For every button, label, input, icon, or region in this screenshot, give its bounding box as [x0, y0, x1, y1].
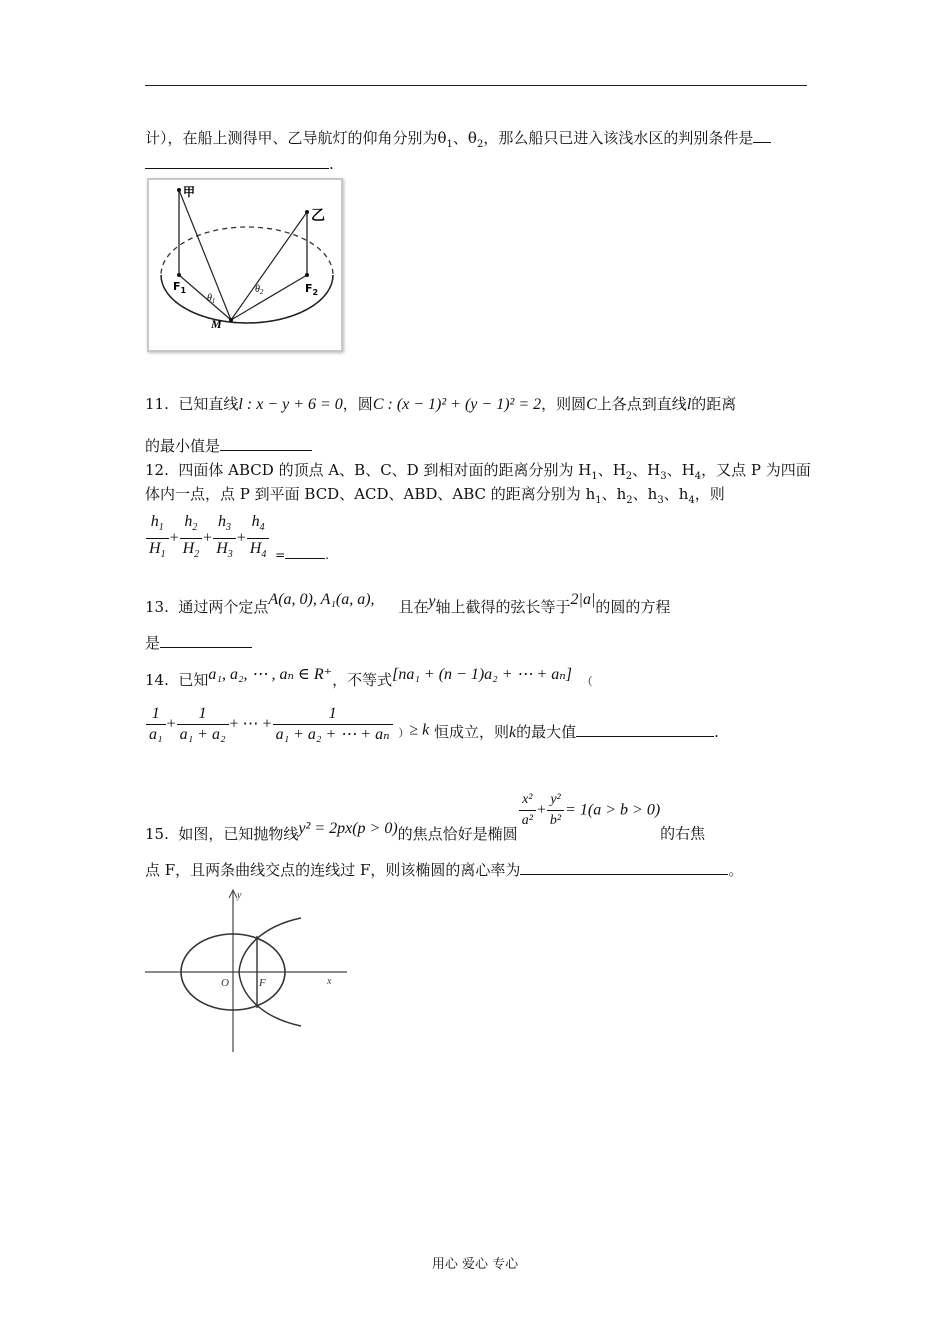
q13-text-1: 通过两个定点: [178, 598, 269, 616]
q15-line1: 15. 如图，已知抛物线y² = 2px(p > 0)的焦点恰好是椭圆 $\frac{\text{x²}}{\text{a²}}$ + $\frac{\text{y²}}{\text{b²}}$ = 1(a > b > 0)的右焦: [145, 792, 706, 843]
q15-ellipse-frac-1: [519, 790, 536, 831]
q10-sep: 、θ: [452, 129, 477, 147]
q12-f4-num: h: [251, 513, 260, 530]
q15-ellipse-frac-2: [547, 790, 564, 831]
q11-symbol-c: C: [586, 396, 597, 413]
q14-tail: [434, 723, 719, 741]
label-theta1: [207, 293, 215, 305]
q13-text-2: 且在: [398, 598, 429, 616]
q14-fraction-3: [273, 704, 393, 745]
q14-f3-num: 1: [273, 704, 393, 725]
label-theta1-sub: 1: [211, 297, 216, 305]
q12-text-3: 体内一点，点 P 到平面 BCD、ACD、ABD、ABC 的距离分别为 h: [145, 485, 596, 503]
q13-line2: [145, 633, 252, 653]
q12-f4-num-sub: 4: [259, 522, 265, 534]
q12-fraction-sum: [145, 512, 329, 568]
q11-line1: [145, 394, 736, 415]
q14-text-4: 的最大值: [516, 722, 577, 741]
q12-equals: =: [275, 547, 286, 562]
q11-circle-equation: C : (x − 1)² + (y − 1)² = 2: [372, 396, 542, 413]
label-theta2: [255, 284, 264, 296]
ship-figure-svg: [149, 180, 341, 350]
label-y: y: [237, 890, 242, 901]
q12-H3-sub: 3: [660, 471, 667, 482]
q13-answer-blank[interactable]: [160, 633, 252, 648]
q13-symbol-y: y: [428, 593, 436, 610]
label-m: M: [211, 317, 222, 331]
q12-f4-den: H: [249, 540, 262, 558]
q11-text-5: 的距离: [691, 395, 737, 413]
q15-text-4: 点 F，且两条曲线交点的连线过 F，则该椭圆的离心率为: [145, 861, 521, 879]
q13-line1: [145, 591, 671, 618]
q13-chord-length: 2|a|: [570, 591, 596, 608]
q11-text-3: ，则圆: [541, 395, 587, 413]
q14-line2: $\frac{1}{\text{a₁}}$ + $\frac{1}{\text{a₁ + a₂}}$ + ⋯ + $\frac{1}{\text{a₁ + a₂ + ⋯ + aₙ}}$ $_)$≥ k 恒成立，则k的最大值 .: [145, 704, 719, 747]
q14-text-2: ，不等式: [332, 671, 393, 689]
q14-set: a₁, a₂, ⋯ , aₙ ∈ R⁺: [208, 666, 333, 683]
q13-text-4: 的圆的方程: [595, 598, 671, 616]
q14-f1-num: 1: [146, 704, 166, 725]
q13-number: 13.: [145, 598, 169, 616]
q12-f3-den-sub: 3: [227, 549, 233, 561]
q12-f2-num: h: [184, 513, 193, 530]
q12-H1-sub: 1: [591, 471, 598, 482]
q14-fraction-2: [177, 704, 229, 745]
q12-h2-sub: 2: [626, 495, 633, 506]
q14-text-1: 已知: [178, 671, 209, 689]
line-f2-m: [231, 275, 307, 320]
q15-start: [145, 819, 518, 843]
q12-text-4: ，则: [694, 485, 725, 503]
q12-f3-den: H: [216, 540, 228, 558]
q14-f3-den: a₁ + a₂ + ⋯ + aₙ: [275, 726, 390, 743]
q10-theta-sub1: 1: [446, 139, 453, 150]
label-f: F: [259, 977, 266, 989]
sightline-jia: [179, 190, 231, 320]
q10-theta-sub2: 2: [476, 139, 484, 150]
q12-fraction-2: [180, 512, 203, 565]
q15-line2: [145, 860, 743, 880]
q11-symbol-l: l: [686, 396, 692, 413]
q10-answer-blank-a[interactable]: [753, 128, 771, 143]
q12-plus-2: +: [203, 529, 213, 547]
q12-fraction-3: [213, 512, 236, 565]
q15-parabola-equation: y² = 2px(p > 0): [298, 819, 398, 837]
q11-answer-blank[interactable]: [220, 436, 312, 451]
q12-equals-wrap: [275, 548, 329, 562]
label-theta2-main: θ: [255, 284, 260, 295]
q15-text-1: 如图，已知抛物线: [178, 824, 299, 843]
q10-answer-blank-b[interactable]: [145, 154, 329, 169]
q12-f2-num-sub: 2: [192, 522, 198, 534]
header-rule: [145, 85, 807, 86]
point-yi: [305, 210, 309, 214]
q12-h3-sub: 3: [657, 495, 664, 506]
point-f1: [177, 273, 181, 277]
q11-line-equation: l : x − y + 6 = 0: [238, 396, 343, 413]
label-f1-sub: 1: [180, 286, 187, 295]
q14-paren-open: （: [581, 675, 593, 688]
q11-text-6: 的最小值是: [145, 437, 221, 455]
q15-number: 15.: [145, 824, 169, 843]
q12-line1: 12. 四面体 ABCD 的顶点 A、B、C、D 到相对面的距离分别为 $H_1$、$H_2$、$H_3$、$H_4$，又点 P 为四面: [145, 461, 811, 482]
q12-line2: 体内一点，点 P 到平面 BCD、ACD、ABD、ABC 的距离分别为 $h_1$、$h_2$、$h_3$、$h_4$，则: [145, 485, 725, 506]
q12-h4-sub: 4: [688, 495, 695, 506]
q14-period: .: [714, 722, 719, 741]
q14-text-3: 恒成立，则: [434, 722, 510, 741]
q15-ellipse-rest: = 1(a > b > 0): [565, 801, 661, 819]
q12-text-2: ，又点 P 为四面: [701, 461, 811, 479]
page-footer: 用心 爱心 专心: [431, 1257, 519, 1272]
q13-text-5: 是: [145, 634, 161, 652]
q12-period: .: [325, 547, 330, 562]
q12-f3-num: h: [217, 513, 226, 530]
q10-line1: [145, 128, 771, 155]
q15-answer-blank[interactable]: [520, 860, 728, 875]
q14-answer-blank[interactable]: [576, 722, 714, 737]
label-o: O: [221, 977, 229, 989]
q12-f1-num-sub: 1: [158, 522, 164, 534]
q15-ell-den2: b²: [549, 813, 562, 828]
q12-fraction-1: [146, 512, 169, 565]
q12-answer-blank[interactable]: [285, 544, 325, 559]
q15-end: 。: [728, 861, 744, 879]
q14-f1-den: a₁: [149, 726, 163, 743]
line-f1-m: [179, 275, 231, 320]
q14-f2-num: 1: [177, 704, 229, 725]
point-jia: [177, 188, 181, 192]
label-theta2-sub: 2: [259, 288, 264, 296]
q12-f3-num-sub: 3: [225, 522, 231, 534]
q12-f1-den: H: [149, 540, 161, 558]
label-f2-sub: 2: [312, 288, 319, 297]
q15-ell-num1: x²: [519, 790, 536, 811]
q10-period: .: [329, 155, 334, 173]
q12-f1-num: h: [150, 513, 159, 530]
q12-plus-1: +: [169, 529, 179, 547]
q14-symbol-k: k: [509, 723, 517, 741]
q15-ell-den1: a²: [521, 813, 533, 828]
q12-f2-den-sub: 2: [194, 549, 200, 561]
label-f1-main: F: [173, 280, 181, 293]
q10-line2: [145, 154, 334, 174]
q14-geq-k: ≥ k: [409, 721, 430, 739]
q12-fraction-4: [247, 512, 270, 565]
parabola-ellipse-svg: [143, 888, 353, 1056]
q14-expression: [na₁ + (n − 1)a₂ + ⋯ + aₙ]: [392, 666, 573, 683]
ship-figure: [147, 178, 343, 352]
label-yi: 乙: [311, 208, 325, 224]
label-theta1-main: θ: [207, 293, 212, 304]
q11-text-2: ，圆: [342, 395, 373, 413]
q11-line2: [145, 436, 312, 456]
q14-dots: + ⋯ +: [229, 715, 272, 733]
q14-paren-close: ）: [398, 726, 410, 740]
q12-f2-den: H: [182, 540, 195, 558]
label-f2-main: F: [305, 282, 313, 295]
q14-line1: [145, 666, 593, 692]
q15-ell-num2: y²: [547, 790, 564, 811]
q13-text-3: 轴上截得的弦长等于: [435, 598, 571, 616]
label-f2: [305, 282, 318, 297]
q12-h1-sub: 1: [595, 495, 602, 506]
q12-f1-den-sub: 1: [160, 549, 166, 561]
q11-text-4: 上各点到直线: [596, 395, 687, 413]
q14-f2-den: a₁ + a₂: [179, 726, 226, 743]
q10-text-a: 计），在船上测得甲、乙导航灯的仰角分别为θ: [145, 129, 447, 147]
point-m: [229, 318, 233, 322]
label-f1: [173, 280, 187, 295]
q12-H2-sub: 2: [625, 471, 633, 482]
q12-number: 12.: [145, 461, 169, 479]
label-jia: 甲: [183, 185, 196, 199]
parabola-ellipse-figure: [143, 888, 353, 1056]
q14-fraction-1: [146, 704, 166, 745]
q14-number: 14.: [145, 671, 169, 689]
q12-f4-den-sub: 4: [261, 549, 267, 561]
q12-plus-3: +: [236, 529, 246, 547]
q15-text-3: 的右焦: [660, 824, 706, 843]
q13-points: A(a, 0), A₁(a, a),: [268, 591, 375, 608]
q12-H4-sub: 4: [694, 471, 702, 482]
q11-text-1: 已知直线: [178, 395, 239, 413]
q10-text-b: ，那么船只已进入该浅水区的判别条件是: [483, 129, 754, 147]
point-f2: [305, 273, 309, 277]
q15-text-2: 的焦点恰好是椭圆: [397, 824, 518, 843]
label-x: x: [327, 976, 332, 987]
q11-number: 11.: [145, 395, 169, 413]
q12-text-1: 四面体 ABCD 的顶点 A、B、C、D 到相对面的距离分别为 H: [178, 461, 592, 479]
